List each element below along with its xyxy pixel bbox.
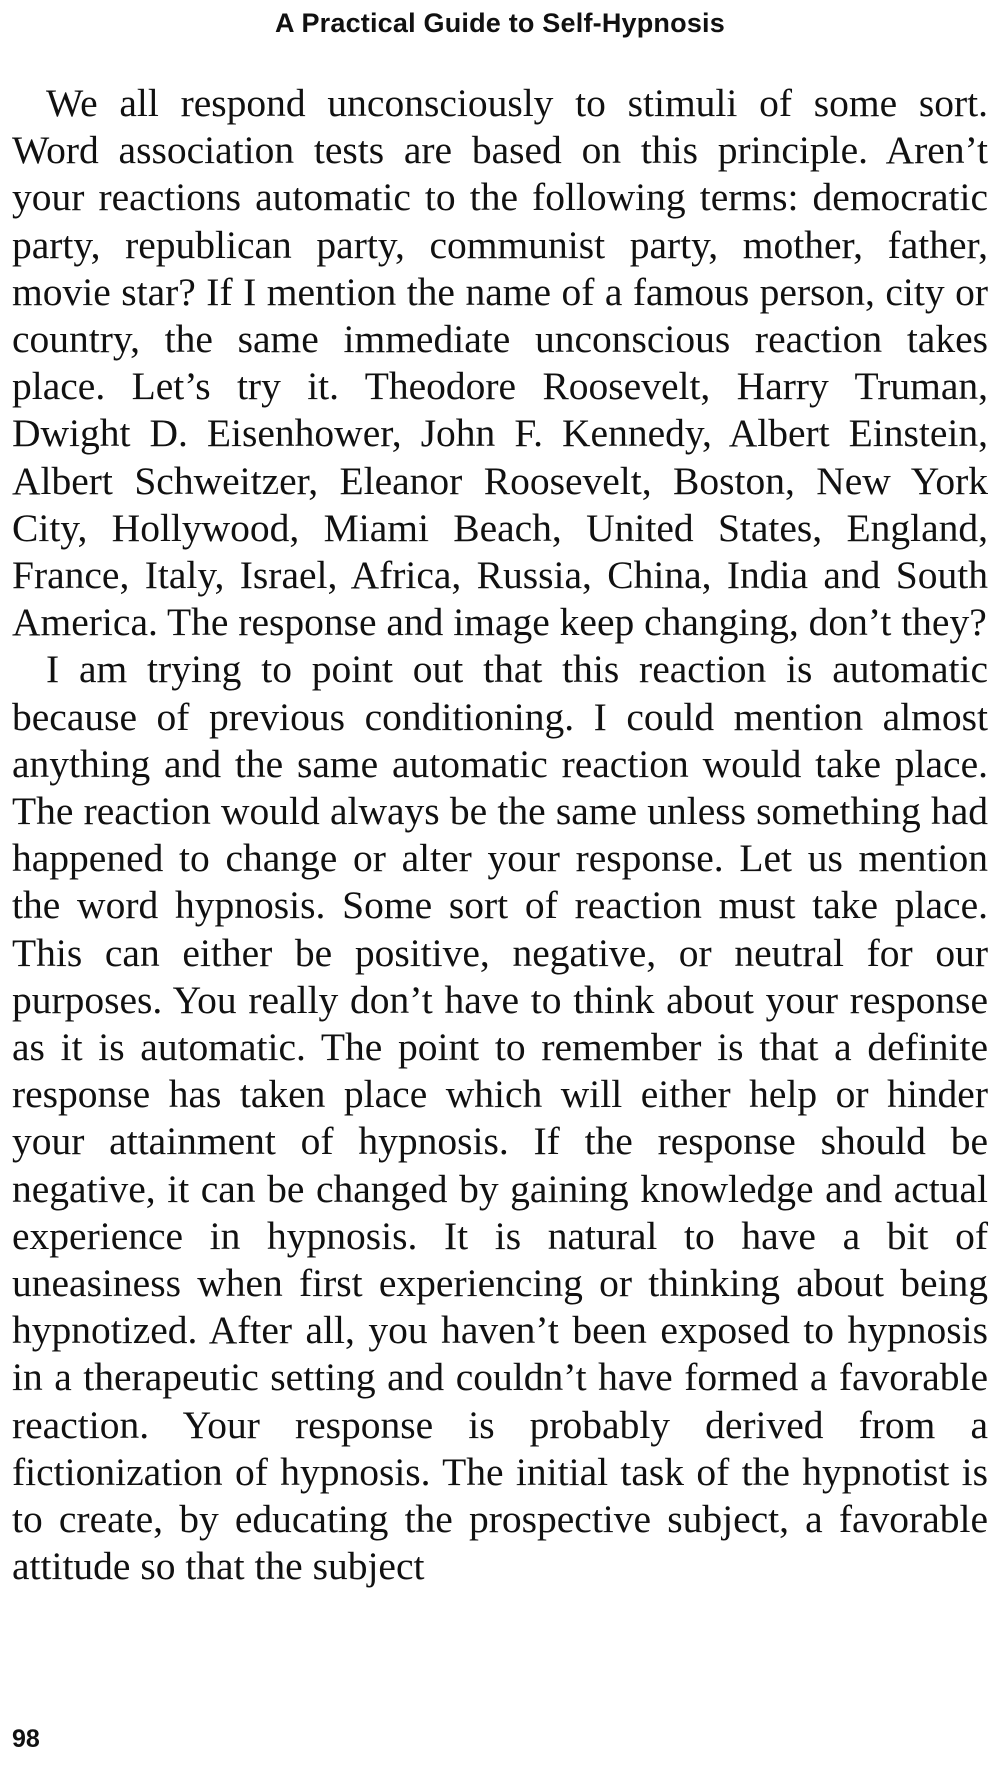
page-number: 98 — [12, 1725, 40, 1753]
paragraph-1: We all respond unconsciously to stimuli of some sort. Word association tests are based on this principle. Aren’t your reactions automatic to the following terms: democratic party, republican party, communist party, mother, father, movie star? If I mention the name of a famous person, city or country, the same immediate unconscious reaction takes place. Let’s try it. Theodore Roosevelt, Harry Truman, Dwight D. Eisenhower, John F. Kennedy, Albert Einstein, Albert Schweitzer, Eleanor Roosevelt, Boston, New York City, Hollywood, Miami Beach, United States, England, France, Italy, Israel, Africa, Russia, China, India and South America. The response and image keep changing, don’t they? — [12, 81, 988, 645]
paragraph-2: I am trying to point out that this reaction is automatic because of previous conditioning. I could mention almost anything and the same automatic reaction would take place. The reaction would always be the same unless something had happened to change or alter your response. Let us mention the word hypnosis. Some sort of reaction must take place. This can either be positive, negative, or neutral for our purposes. You really don’t have to think about your response as it is automatic. The point to remember is that a definite response has taken place which will either help or hinder your attainment of hypnosis. If the response should be negative, it can be changed by gaining knowledge and actual experience in hypnosis. It is natural to have a bit of uneasiness when first experiencing or thinking about being hypnotized. After all, you haven’t been exposed to hypnosis in a therapeutic setting and couldn’t have formed a favorable reaction. Your response is probably derived from a fictionization of hypnosis. The initial task of the hypnotist is to create, by educating the prospective subject, a favorable attitude so that the subject — [12, 647, 988, 1589]
body-text — [12, 80, 988, 1591]
running-head: A Practical Guide to Self-Hypnosis — [275, 8, 725, 38]
